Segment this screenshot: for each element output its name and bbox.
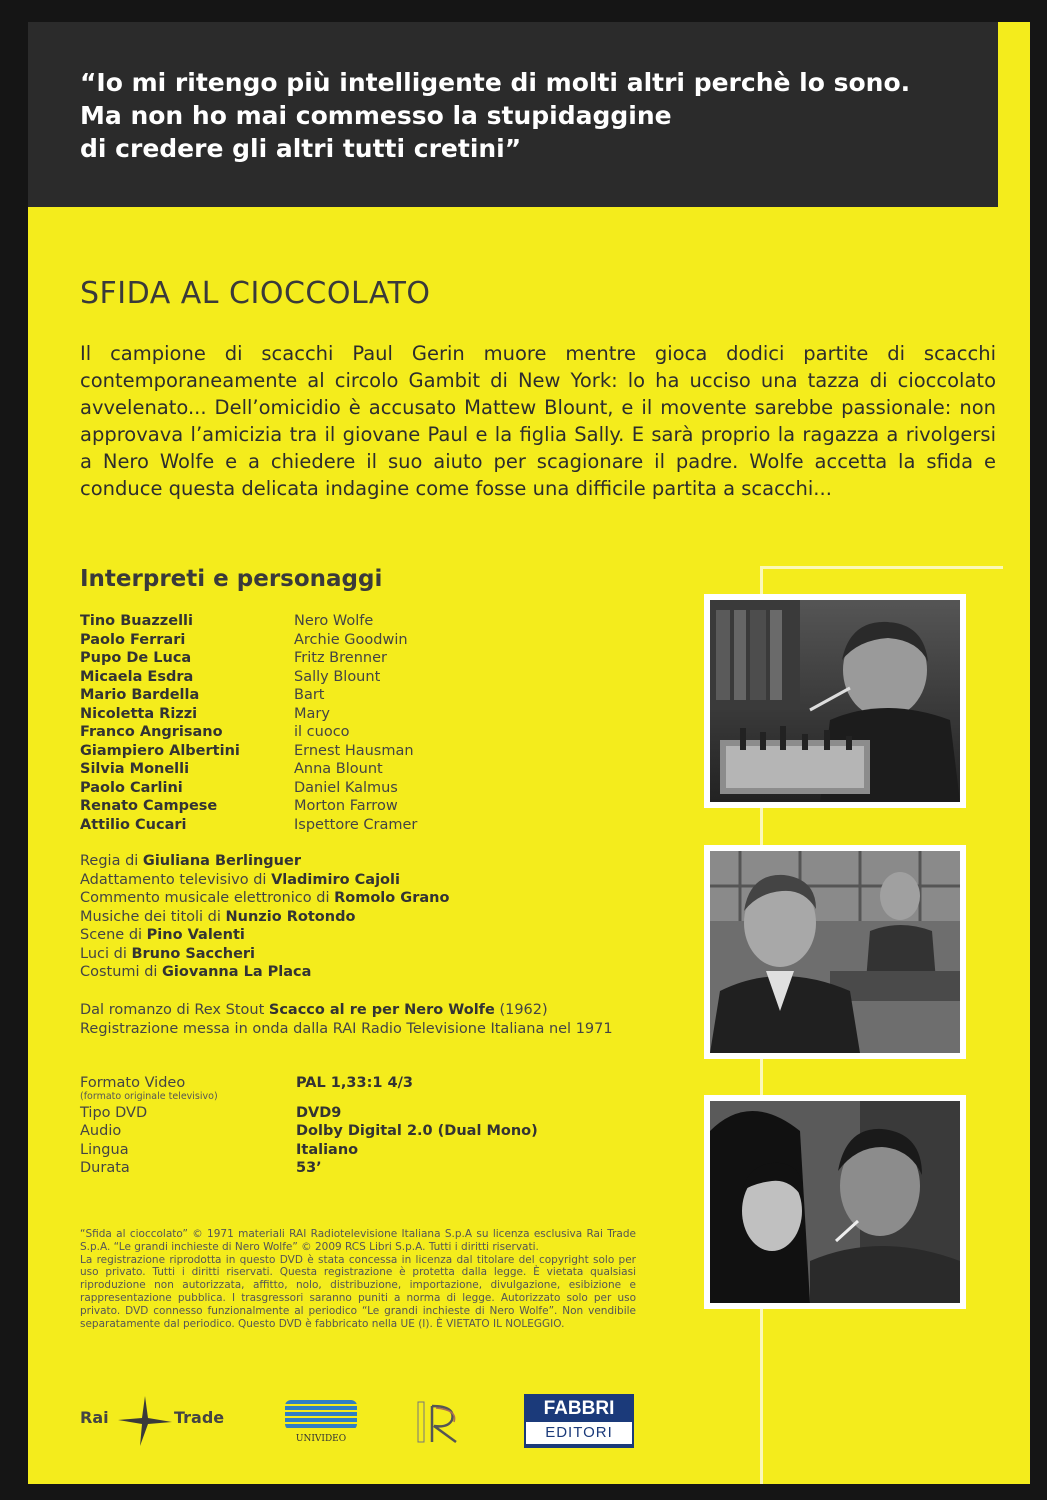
cast-actor: Tino Buazzelli — [80, 613, 193, 629]
r-mark-icon — [416, 1398, 476, 1448]
spec-note: (formato originale televisivo) — [80, 1090, 218, 1102]
spec-row-language — [80, 1141, 600, 1160]
credit-name: Romolo Grano — [334, 890, 450, 906]
back-cover — [28, 22, 1030, 1484]
novel-line — [80, 1001, 613, 1020]
credit-name: Giuliana Berlinguer — [142, 853, 301, 869]
credit-label: Adattamento televisivo di — [80, 871, 267, 888]
cast-role: Ernest Hausman — [294, 742, 414, 759]
credit-label: Luci di — [80, 945, 127, 962]
cast-actor: Renato Campese — [80, 798, 218, 814]
credit-name: Vladimiro Cajoli — [271, 871, 400, 888]
film-title: SFIDA AL CIOCCOLATO — [80, 276, 431, 311]
cast-row — [80, 631, 460, 650]
credit-label: Scene di — [80, 927, 143, 943]
still-photo-chess — [704, 594, 966, 808]
spec-row-audio — [80, 1122, 600, 1141]
quote-line: “Io mi ritengo più intelligente di molti altri perchè lo sono. — [80, 68, 911, 97]
cast-row — [80, 612, 460, 631]
license-paragraph: La registrazione riprodotta in questo DVD è stata concessa in licenza dal titolare del copyright solo per uso privato. Tutti i diritti riservati. Questa registrazione è protetta dalla legge. È vietata qualsiasi riproduzione non autorizzata, affitto, nolo, distribuzione, importazione, divulgazione, esibizione e rappresentazione pubblica. I trasgressori saranno puniti a norma di legge. Autorizzato solo per uso privato. DVD connesso funzionalmente al periodico “Le grandi inchieste di Nero Wolfe”. Non vendibile separatamente dal periodico. Questo DVD è fabbricato nella UE (I). È VIETATO IL NOLEGGIO. — [80, 1253, 636, 1330]
rai-logo-text: Rai — [80, 1408, 109, 1427]
cast-role: Daniel Kalmus — [294, 779, 398, 796]
crew-credits — [80, 852, 449, 982]
spec-value: 53’ — [296, 1160, 322, 1176]
credit-line — [80, 908, 449, 927]
credit-line — [80, 926, 449, 945]
quote-line: di credere gli altri tutti cretini” — [80, 134, 522, 163]
univideo-logo — [285, 1400, 365, 1450]
quote — [80, 66, 910, 165]
spec-label: Formato Video — [80, 1075, 186, 1091]
quote-band — [28, 22, 998, 207]
cast-row — [80, 723, 460, 742]
legal-notice — [80, 1228, 636, 1330]
spec-row-duration — [80, 1159, 600, 1178]
fabbri-editori-logo — [524, 1394, 634, 1448]
cast-actor: Nicoletta Rizzi — [80, 705, 198, 722]
spec-label: Lingua — [80, 1141, 129, 1158]
chess-scene-image — [710, 600, 960, 802]
cast-heading: Interpreti e personaggi — [80, 566, 383, 592]
spec-value: DVD9 — [296, 1104, 342, 1121]
spec-label: Audio — [80, 1123, 122, 1139]
cast-actor: Franco Angrisano — [80, 724, 223, 740]
cast-role: Mary — [294, 705, 330, 722]
credit-name: Bruno Saccheri — [131, 945, 256, 962]
cast-row — [80, 649, 460, 668]
rai-star-icon — [118, 1396, 172, 1446]
cast-row — [80, 686, 460, 705]
cast-role: Ispettore Cramer — [294, 816, 418, 833]
spec-value: Italiano — [296, 1141, 359, 1158]
cast-row — [80, 668, 460, 687]
cast-role: Morton Farrow — [294, 798, 398, 814]
credit-name: Pino Valenti — [146, 927, 245, 943]
cast-list — [80, 612, 460, 834]
courtroom-scene-image — [710, 851, 960, 1053]
cast-row — [80, 705, 460, 724]
spec-value: PAL 1,33:1 4/3 — [296, 1075, 413, 1091]
broadcast-line: Registrazione messa in onda dalla RAI Radio Televisione Italiana nel 1971 — [80, 1020, 613, 1037]
cast-actor: Silvia Monelli — [80, 761, 190, 777]
cast-role: Sally Blount — [294, 668, 381, 685]
univideo-label: UNIVIDEO — [295, 1434, 347, 1444]
cast-row — [80, 797, 460, 816]
credit-label: Regia di — [80, 853, 139, 869]
quote-line: Ma non ho mai commesso la stupidaggine — [80, 101, 672, 130]
credit-line — [80, 963, 449, 982]
novel-year: (1962) — [499, 1002, 548, 1018]
credit-line — [80, 945, 449, 964]
copyright-paragraph: “Sfida al cioccolato” © 1971 materiali RAI Radiotelevisione Italiana S.p.A su licenza esclusiva Rai Trade S.p.A. “Le grandi inchieste di Nero Wolfe” © 2009 RCS Libri S.p.A. Tutti i diritti riservati. — [80, 1228, 636, 1253]
cast-actor: Micaela Esdra — [80, 668, 194, 685]
spec-value: Dolby Digital 2.0 (Dual Mono) — [296, 1123, 538, 1139]
cast-actor: Pupo De Luca — [80, 650, 192, 666]
cast-role: Fritz Brenner — [294, 650, 387, 666]
spec-label: Tipo DVD — [80, 1104, 148, 1121]
cast-row — [80, 779, 460, 798]
synopsis: Il campione di scacchi Paul Gerin muore mentre gioca dodici partite di scacchi contemporaneamente al circolo Gambit di New York: lo ha ucciso una tazza di cioccolato avvelenato... Dell’omicidio è accusato Mattew Blount, e il movente sarebbe passionale: non approvava l’amicizia tra il giovane Paul e la figlia Sally. E sarà proprio la ragazza a rivolgersi a Nero Wolfe e a chiedere il suo aiuto per scagionare il padre. Wolfe accetta la sfida e conduce questa delicata indagine come fosse una difficile partita a scacchi... — [80, 342, 996, 500]
credit-label: Commento musicale elettronico di — [80, 890, 330, 906]
rai-trade-logo — [80, 1396, 230, 1446]
cast-actor: Giampiero Albertini — [80, 742, 240, 759]
couple-scene-image — [710, 1101, 960, 1303]
fabbri-text: FABBRI — [543, 1398, 615, 1419]
credit-line — [80, 871, 449, 890]
novel-prefix: Dal romanzo di Rex Stout — [80, 1002, 265, 1018]
spec-label: Durata — [80, 1160, 130, 1176]
logo-strip — [80, 1382, 640, 1462]
credit-line — [80, 852, 449, 871]
cast-role: Anna Blount — [294, 761, 383, 777]
trade-logo-text: Trade — [174, 1408, 225, 1427]
spec-row-dvd — [80, 1104, 600, 1123]
credit-label: Costumi di — [80, 964, 158, 980]
cast-role: Archie Goodwin — [294, 631, 408, 648]
still-photo-couple — [704, 1095, 966, 1309]
cast-actor: Paolo Carlini — [80, 779, 183, 796]
video-r-logo — [416, 1398, 476, 1448]
cast-row — [80, 816, 460, 835]
cast-actor: Attilio Cucari — [80, 816, 187, 833]
cast-role: Nero Wolfe — [294, 613, 374, 629]
cast-role: il cuoco — [294, 724, 350, 740]
novel-title: Scacco al re per Nero Wolfe — [268, 1002, 495, 1018]
tech-specs — [80, 1074, 600, 1178]
credit-name: Nunzio Rotondo — [225, 908, 356, 925]
cast-row — [80, 742, 460, 761]
spec-row-format — [80, 1074, 600, 1093]
cast-actor: Mario Bardella — [80, 687, 200, 703]
credit-name: Giovanna La Placa — [162, 964, 312, 980]
still-photo-men — [704, 845, 966, 1059]
cast-row — [80, 760, 460, 779]
cast-actor: Paolo Ferrari — [80, 631, 186, 648]
editori-text: EDITORI — [526, 1422, 632, 1444]
univideo-stripes-icon — [285, 1400, 357, 1430]
credit-label: Musiche dei titoli di — [80, 908, 221, 925]
source-info — [80, 1001, 613, 1038]
cast-role: Bart — [294, 687, 325, 703]
credit-line — [80, 889, 449, 908]
